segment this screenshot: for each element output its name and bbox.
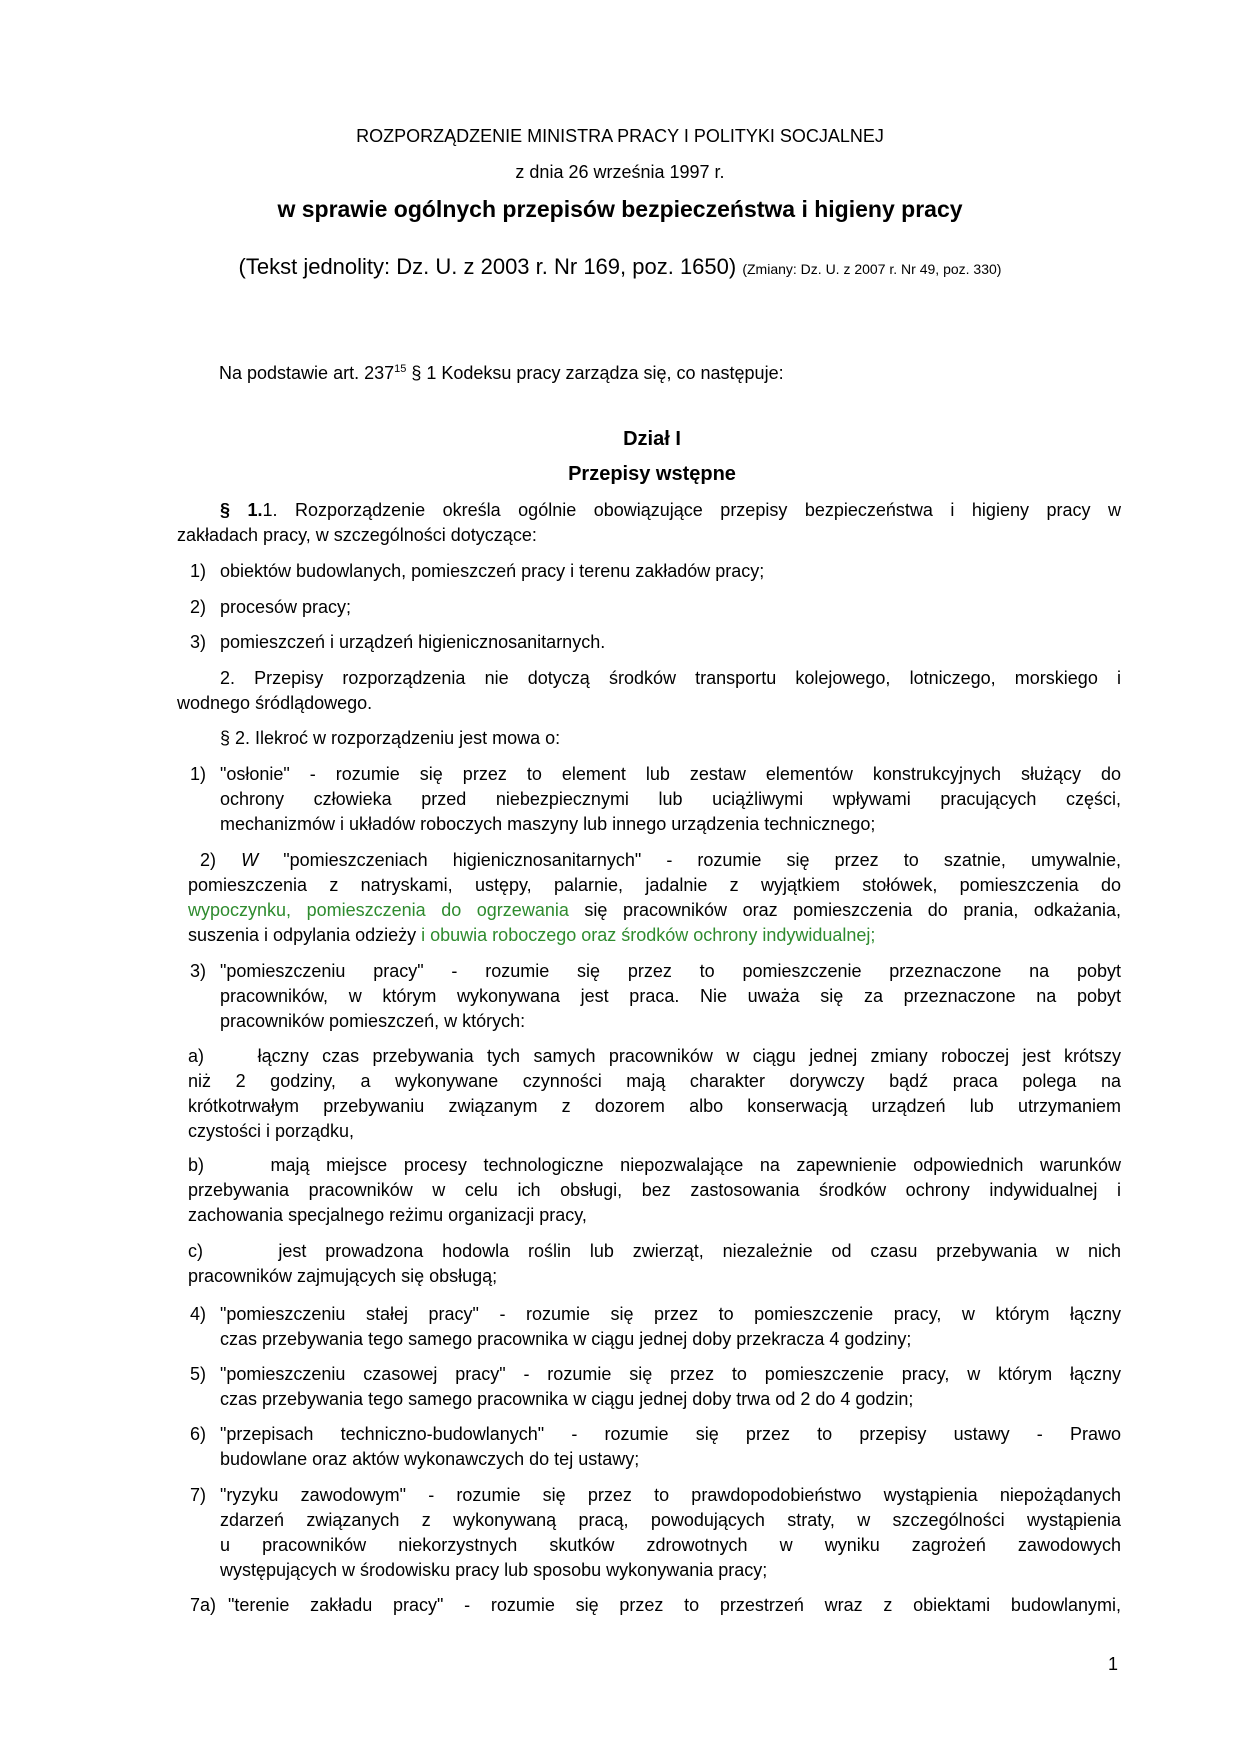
text-line: b) mają miejsce procesy technologiczne niepozwalające na zapewnienie odpowiednich warunków [188,1155,1121,1175]
text-line: c) jest prowadzona hodowla roślin lub zwierząt, niezależnie od czasu przebywania w nich [188,1241,1121,1261]
text-line: "ryzyku zawodowym" - rozumie się przez to prawdopodobieństwo wystąpienia niepożądanych [220,1485,1121,1505]
subitem-a [188,1044,1121,1144]
section-title: Przepisy wstępne [568,463,736,485]
paragraph-1 [177,498,1121,548]
subitem-c [188,1239,1121,1289]
item-number: 4) [190,1304,207,1324]
text-line: pracowników, w którym wykonywana jest praca. Nie uważa się za przeznaczone na pobyt [220,986,1121,1006]
consolidated-text-ref: (Tekst jednolity: Dz. U. z 2003 r. Nr 169, poz. 1650) [238,254,737,279]
legal-basis [219,357,1163,386]
definition-2 [188,848,1121,948]
text-line: przebywania pracowników w celu ich obsługi, bez zastosowania środków ochrony indywidualnej i [188,1180,1121,1200]
text-line: mechanizmów i układów roboczych maszyny lub innego urządzenia technicznego; [220,814,876,834]
paragraph-mark: § 1. [220,500,263,520]
legal-basis-sup: 15 [394,363,407,375]
text-line: 2. Przepisy rozporządzenia nie dotyczą środków transportu kolejowego, lotniczego, morskiego i [220,668,1121,688]
text-line: krótkotrwałym przebywaniu związanym z dozorem albo konserwacją urządzeń lub utrzymaniem [188,1096,1121,1116]
text-line: zdarzeń związanych z wykonywaną pracą, powodujących straty, w szczególności wystąpienia [220,1510,1121,1530]
text-line: czas przebywania tego samego pracownika w ciągu jednej doby przekracza 4 godziny; [220,1329,912,1349]
text-line: "pomieszczeniu pracy" - rozumie się przez to pomieszczenie przeznaczone na pobyt [220,961,1121,981]
legal-basis-text: Na podstawie art. 237 [219,363,395,383]
text-line: niż 2 godziny, a wykonywane czynności mają charakter dorywczy bądź praca polega na [188,1071,1121,1091]
amendments-ref: (Zmiany: Dz. U. z 2007 r. Nr 49, poz. 330) [742,261,1002,277]
item-number: 3) [190,961,207,981]
text-line: występujących w środowisku pracy lub sposobu wykonywania pracy; [220,1560,768,1580]
text-line: "pomieszczeniu czasowej pracy" - rozumie się przez to pomieszczenie pracy, w którym łączny [220,1364,1121,1384]
paragraph-1-2 [177,666,1121,716]
text-line: "pomieszczeniach higienicznosanitarnych" - rozumie się przez to szatnie, umywalnie, [258,850,1121,870]
item-number: 2) [190,597,207,617]
item-number: 7a) [190,1595,217,1615]
text-line: 1. Rozporządzenie określa ogólnie obowiązujące przepisy bezpieczeństwa i higieny pracy w [262,500,1121,520]
text-line: wodnego śródlądowego. [177,693,373,713]
amended-text: i obuwia roboczego oraz środków ochrony indywidualnej; [421,925,876,945]
text-line: czas przebywania tego samego pracownika w ciągu jednej doby trwa od 2 do 4 godzin; [220,1389,914,1409]
definition-5 [190,1362,1121,1412]
definition-6 [190,1422,1121,1472]
text-line: "pomieszczeniu stałej pracy" - rozumie się przez to pomieszczenie pracy, w którym łączny [220,1304,1121,1324]
text-line: "terenie zakładu pracy" - rozumie się przez to przestrzeń wraz z obiektami budowlanymi, [228,1595,1121,1615]
text-line: zachowania specjalnego reżimu organizacji pracy, [188,1205,587,1225]
list-item [190,630,1121,655]
item-number: 3) [190,632,207,652]
text-line: suszenia i odpylania odzieży [188,925,422,945]
text-line: "osłonie" - rozumie się przez to element lub zestaw elementów konstrukcyjnych służący do [220,764,1121,784]
text-line: się pracowników oraz pomieszczenia do prania, odkażania, [568,900,1121,920]
text-line: pracowników zajmujących się obsługą; [188,1266,498,1286]
paragraph-2-intro: § 2. Ilekroć w rozporządzeniu jest mowa o: [220,728,561,748]
text-line: ochrony człowieka przed niebezpiecznymi lub uciążliwymi wpływami pracujących części, [220,789,1121,809]
amended-text: wypoczynku, pomieszczenia do ogrzewania [188,900,569,920]
item-number: 5) [190,1364,207,1384]
item-number: 6) [190,1424,207,1444]
item-text: pomieszczeń i urządzeń higienicznosanitarnych. [220,632,606,652]
definition-3 [190,959,1121,1034]
subitem-b [188,1153,1121,1228]
text-line: u pracowników niekorzystnych skutków zdrowotnych w wyniku zagrożeń zawodowych [220,1535,1121,1555]
text-line: a) łączny czas przebywania tych samych pracowników w ciągu jednej zmiany roboczej jest krótszy [188,1046,1121,1066]
item-number: 2) [200,850,217,870]
item-text: procesów pracy; [220,597,352,617]
text-line: zakładach pracy, w szczególności dotyczące: [177,525,537,545]
regulation-date: z dnia 26 września 1997 r. [515,162,725,182]
text-line: pracowników pomieszczeń, w których: [220,1011,526,1031]
regulation-title: ROZPORZĄDZENIE MINISTRA PRACY I POLITYKI SOCJALNEJ [356,126,884,146]
text-line: czystości i porządku, [188,1121,355,1141]
page-number: 1 [1108,1654,1119,1674]
section-label: Dział I [623,428,681,450]
definition-7 [190,1483,1121,1583]
list-item [190,595,1121,620]
text-line: budowlane oraz aktów wykonawczych do tej ustawy; [220,1449,640,1469]
list-item [190,559,1121,584]
item-number: 7) [190,1485,207,1505]
legal-basis-text-end: § 1 Kodeksu pracy zarządza się, co następuje: [406,363,784,383]
italic-text: W [241,850,259,870]
definition-4 [190,1302,1121,1352]
text-line: pomieszczenia z natryskami, ustępy, palarnie, jadalnie z wyjątkiem stołówek, pomieszczenia do [188,875,1121,895]
definition-1 [190,762,1121,837]
definition-7a [190,1593,1121,1618]
text-line: "przepisach techniczno-budowlanych" - rozumie się przez to przepisy ustawy - Prawo [220,1424,1121,1444]
publication-line [0,254,1240,280]
item-text: obiektów budowlanych, pomieszczeń pracy i terenu zakładów pracy; [220,561,765,581]
item-number: 1) [190,561,207,581]
item-number: 1) [190,764,207,784]
regulation-subject: w sprawie ogólnych przepisów bezpieczeństwa i higieny pracy [277,196,963,222]
